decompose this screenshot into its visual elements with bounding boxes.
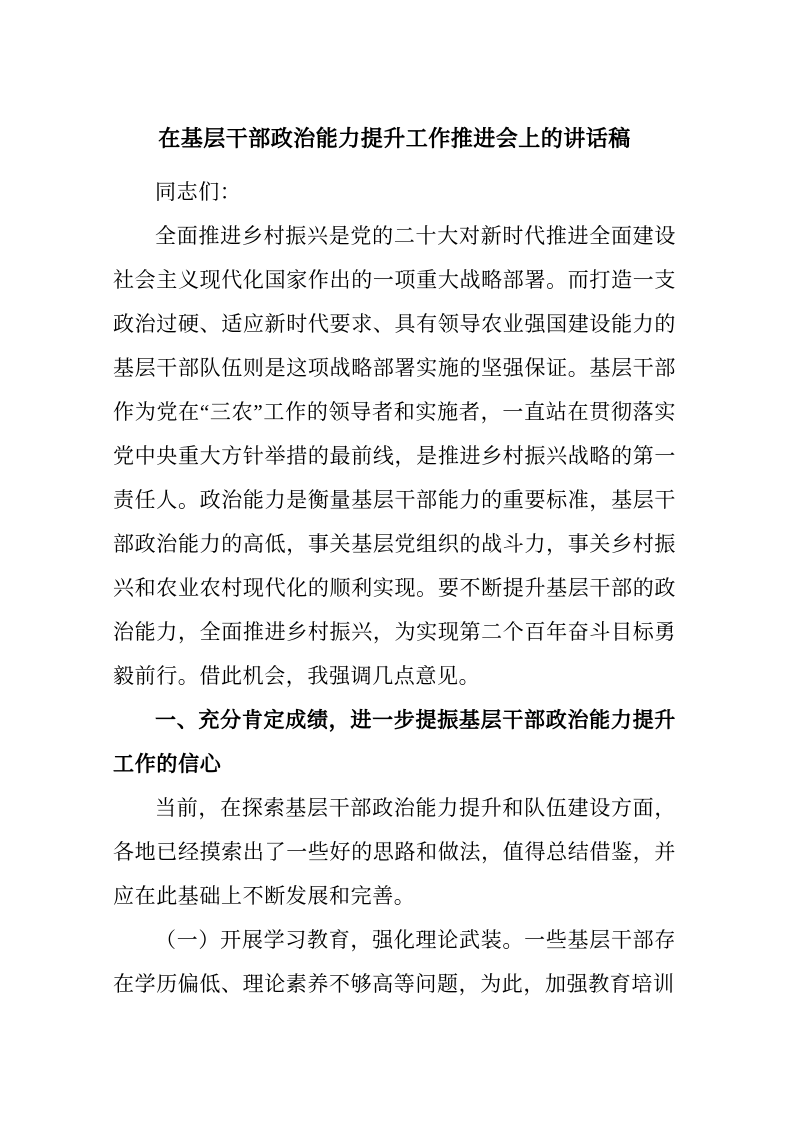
paragraph-current-situation: 当前，在探索基层干部政治能力提升和队伍建设方面，各地已经摸索出了一些好的思路和做法，值得总结借鉴，并应在此基础上不断发展和完善。 (113, 796, 676, 908)
salutation: 同志们： (155, 180, 242, 204)
paragraph-subsection-1: （一）开展学习教育，强化理论武装。一些基层干部存在学历偏低、理论素养不够高等问题，为此，加强教育培训 (113, 928, 676, 996)
paragraph-intro: 全面推进乡村振兴是党的二十大对新时代推进全面建设社会主义现代化国家作出的一项重大战略部署。而打造一支政治过硬、适应新时代要求、具有领导农业强国建设能力的基层干部队伍则是这项战略部署实施的坚强保证。基层干部作为党在“三农”工作的领导者和实施者，一直站在贯彻落实党中央重大方针举措的最前线，是推进乡村振兴战略的第一责任人。政治能力是衡量基层干部能力的重要标准，基层干部政治能力的高低，事关基层党组织的战斗力，事关乡村振兴和农业农村现代化的顺利实现。要不断提升基层干部的政治能力，全面推进乡村振兴，为实现第二个百年奋斗目标勇毅前行。借此机会，我强调几点意见。 (113, 224, 676, 688)
section-heading-1: 一、充分肯定成绩，进一步提振基层干部政治能力提升工作的信心 (113, 708, 676, 776)
document-content (113, 117, 676, 1006)
document-title: 在基层干部政治能力提升工作推进会上的讲话稿 (158, 126, 631, 151)
